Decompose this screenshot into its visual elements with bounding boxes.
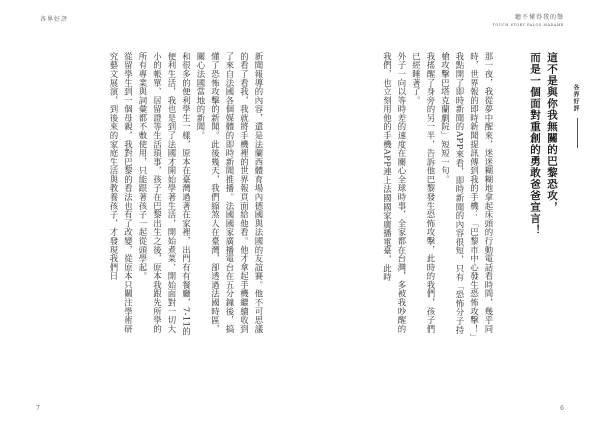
right-header-subtitle: TOUCH STORY PALOS MADAME — [492, 23, 564, 27]
right-paragraph-2: 我搖醒了身旁的另一半，告訴他巴黎發生恐怖攻擊，此時的我們，孩子們已經睡著了。 — [411, 52, 436, 334]
heading-line-1: 這不是與你我無關的巴黎恐攻， — [546, 52, 558, 213]
right-page-number: 6 — [560, 405, 564, 412]
right-header-title: 聽不懂得我的聲 — [514, 14, 564, 21]
heading-line-2: 而是一個面對重創的勇敢爸爸宣言！ — [529, 52, 541, 236]
right-running-header — [493, 12, 564, 27]
section-label: 各界好評 — [572, 84, 579, 112]
left-page-number: 7 — [36, 405, 40, 412]
left-paragraph-3: 從留學生到一個母親，我對巴黎的看法也有了改變，從原本只關注學術研究藝文展演，到後來的家庭生活與教養孩子，才發現我們日 — [109, 52, 134, 334]
right-page — [300, 0, 600, 426]
section-divider — [577, 118, 578, 148]
left-running-header: 各界好評 — [40, 16, 69, 23]
left-paragraph-1: 新聞報導的內容，還是法蘭西體育場內德國與法國的友誼賽。他不可思議的看了看我，我就將手機裡的世界報頁面給他看。他才拿起手機繼續收到了來自法國各個媒體的即時新聞推播。法國國家廣播電台在五分鐘後，搞懂了恐怖攻擊的新聞。此後幾天，我們縮煞人在臺灣，卻透過法國時區，關心法國當地的新聞。 — [196, 52, 264, 334]
left-body-text — [26, 52, 266, 342]
right-paragraph-3: 外子一向以等時差的速度在關心全球時事，全家都在台灣，多被我吵醒的我們，也立刻用他的手機APP連上法國國家廣播電臺，此時 — [382, 52, 407, 334]
right-paragraph-1: 那一夜，我從夢中醒來，迷迷糊糊地拿起床頭的行動電話看時間，幾乎同時，世界報的即時新聞提訊傳到我的手機：「巴黎市中心發生恐怖攻擊！」我點開了即時新聞的APP來看，即時新聞的內容很短，只有「恐怖分子持槍攻擊巴塔克蘭劇院」短短一句。 — [440, 52, 494, 338]
left-paragraph-2: 和很多的便利學生一樣，原本在臺灣過著在家裡，出門有有餐廳，7-11的便利生活，我也是到了法國才開始學著生活，開始煮菜、開始面對一切大小的帳單、居留證等生活瑣事，孩子在巴黎出生之後，原本我跟先所學的所有專業與詞彙都不敷使用，只能跟著孩子一起從頭學起。 — [138, 52, 192, 337]
article-heading — [510, 52, 560, 342]
right-body-text — [346, 52, 496, 342]
